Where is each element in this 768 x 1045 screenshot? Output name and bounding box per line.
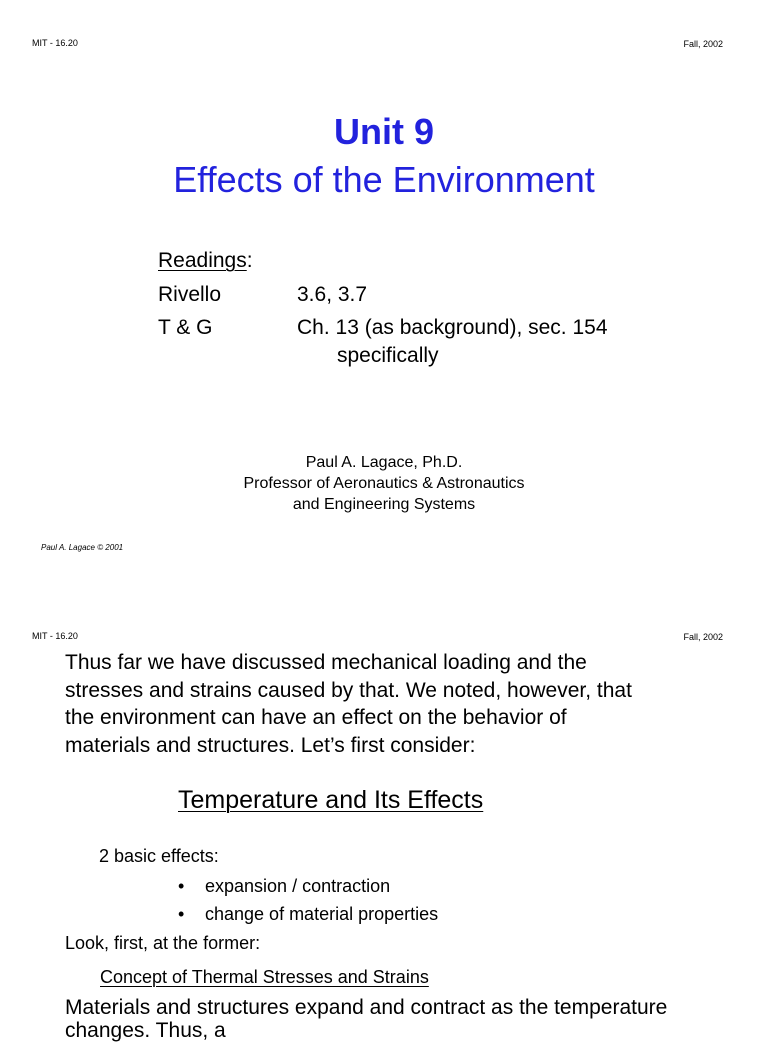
readings-colon: : — [246, 249, 253, 272]
bullet-item-2: change of material properties — [205, 904, 439, 924]
readings-label: Readings — [158, 249, 247, 272]
slide-subtitle: Effects of the Environment — [173, 159, 595, 200]
reading-source-1: Rivello — [158, 283, 222, 306]
readings-heading — [158, 248, 253, 274]
slide-1-header-left: MIT - 16.20 — [32, 38, 78, 48]
intro-line-2: stresses and strains caused by that. We noted, however, that — [65, 678, 632, 702]
trailing-line-2: changes. Thus, a — [65, 1019, 226, 1042]
bullet-item-1: expansion / contraction — [205, 876, 391, 896]
author-name: Paul A. Lagace, Ph.D. — [305, 454, 463, 471]
subheading: Concept of Thermal Stresses and Strains — [100, 967, 429, 987]
copyright-notice: Paul A. Lagace © 2001 — [41, 543, 124, 552]
intro-line-1: Thus far we have discussed mechanical loading and the — [65, 651, 587, 674]
trailing-line-1: Materials and structures expand and contract as the temperature — [65, 996, 668, 1019]
author-title: Professor of Aeronautics & Astronautics — [243, 475, 525, 492]
slide-title: Unit 9 — [333, 111, 434, 152]
section-heading: Temperature and Its Effects — [178, 786, 484, 814]
bullet-icon: • — [178, 904, 185, 924]
reading-source-2: T & G — [158, 316, 213, 339]
intro-line-4: materials and structures. Let’s first consider: — [65, 733, 476, 757]
reading-ref-2-cont: specifically — [337, 344, 439, 367]
slide-2-header-right: Fall, 2002 — [683, 632, 723, 642]
bullet-icon: • — [178, 876, 185, 896]
reading-ref-2: Ch. 13 (as background), sec. 154 — [297, 316, 608, 339]
basic-effects-text: 2 basic effects: — [99, 846, 219, 866]
intro-line-3: the environment can have an effect on the behavior of — [65, 706, 567, 729]
slide-2-header-left: MIT - 16.20 — [32, 631, 78, 641]
slide-1-header-right: Fall, 2002 — [683, 39, 723, 49]
author-department: and Engineering Systems — [292, 496, 476, 513]
look-first-text: Look, first, at the former: — [65, 933, 261, 953]
reading-ref-1: 3.6, 3.7 — [297, 283, 368, 306]
